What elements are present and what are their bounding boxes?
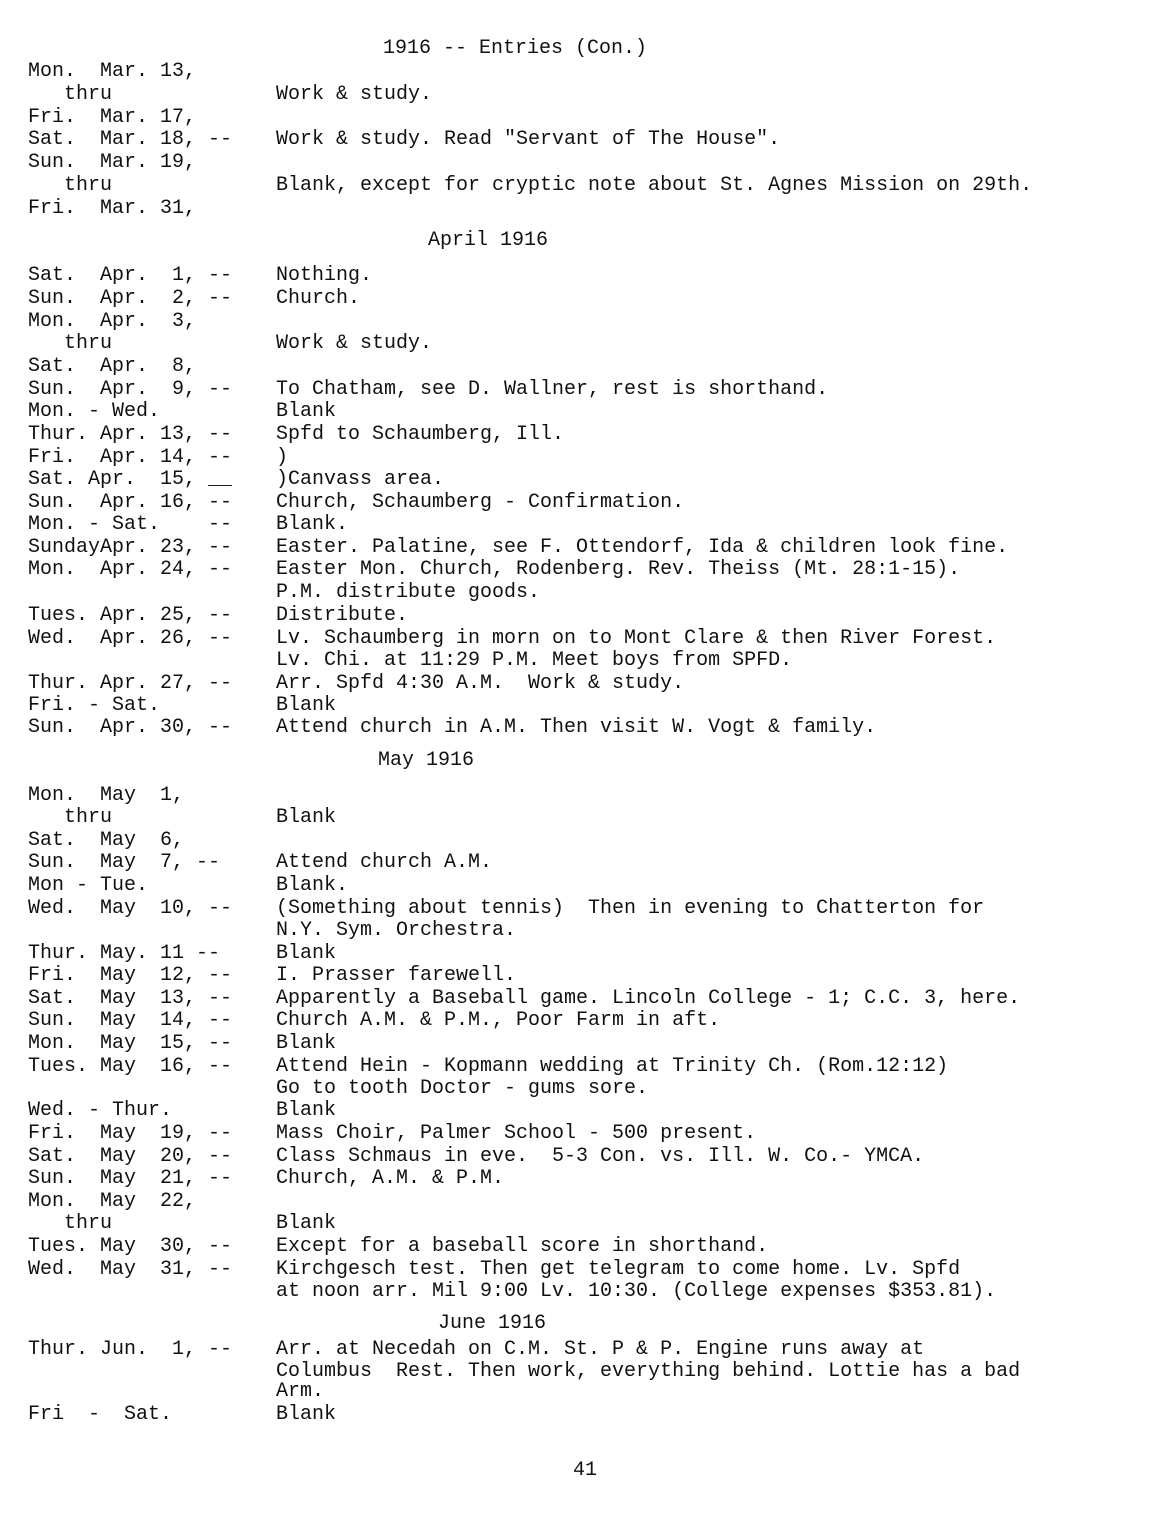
entry-date: Mon. May 22,: [28, 1190, 197, 1213]
entry-date: Fri. - Sat.: [28, 694, 161, 717]
entry-text: Church, A.M. & P.M.: [276, 1167, 505, 1190]
entry-text: P.M. distribute goods.: [276, 581, 541, 604]
entry-text: Arr. at Necedah on C.M. St. P & P. Engine runs away at: [276, 1338, 925, 1361]
entry-text: Blank.: [276, 874, 349, 897]
entry-date: Mon. May 15, --: [28, 1032, 233, 1055]
entry-text: (Something about tennis) Then in evening to Chatterton for: [276, 897, 985, 920]
entry-text: Attend church A.M.: [276, 851, 493, 874]
entry-date: Mon. Apr. 24, --: [28, 558, 233, 581]
entry-text: Class Schmaus in eve. 5-3 Con. vs. Ill. W. Co.- YMCA.: [276, 1145, 925, 1168]
entry-date: Fri. Mar. 31,: [28, 197, 197, 220]
entry-text: Blank: [276, 694, 337, 717]
entry-text: Work & study.: [276, 332, 433, 355]
entry-text: Arm.: [276, 1380, 325, 1403]
entry-date: thru: [28, 174, 113, 197]
entry-text: Easter Mon. Church, Rodenberg. Rev. Theiss (Mt. 28:1-15).: [276, 558, 961, 581]
entry-text: Blank: [276, 1403, 337, 1426]
entry-date: Wed. May 10, --: [28, 897, 233, 920]
entry-date: thru: [28, 332, 113, 355]
entry-date: Sun. Apr. 9, --: [28, 378, 233, 401]
entry-date: Mon. - Wed.: [28, 400, 161, 423]
entry-date: Tues. May 30, --: [28, 1235, 233, 1258]
entry-text: Nothing.: [276, 264, 373, 287]
entry-text: ): [276, 446, 289, 469]
entry-text: at noon arr. Mil 9:00 Lv. 10:30. (College expenses $353.81).: [276, 1280, 997, 1303]
entry-text: Blank.: [276, 513, 349, 536]
entry-date: Mon. - Sat. --: [28, 513, 233, 536]
entry-date: Thur. May. 11 --: [28, 942, 221, 965]
entry-text: Distribute.: [276, 604, 409, 627]
month-heading: April 1916: [428, 229, 549, 252]
entry-date: Thur. Apr. 13, --: [28, 423, 233, 446]
entry-date: SundayApr. 23, --: [28, 536, 233, 559]
entry-text: Church A.M. & P.M., Poor Farm in aft.: [276, 1009, 721, 1032]
entry-text: Spfd to Schaumberg, Ill.: [276, 423, 565, 446]
entry-date: Mon. May 1,: [28, 784, 185, 807]
entry-date: Sat. Mar. 18, --: [28, 128, 233, 151]
entry-date: Tues. Apr. 25, --: [28, 604, 233, 627]
month-heading: May 1916: [378, 749, 475, 772]
entry-date: Mon. Apr. 3,: [28, 310, 197, 333]
entry-date: Sun. May 14, --: [28, 1009, 233, 1032]
entry-text: Attend church in A.M. Then visit W. Vogt & family.: [276, 716, 877, 739]
entry-date: Fri. May 19, --: [28, 1122, 233, 1145]
entry-text: Lv. Chi. at 11:29 P.M. Meet boys from SPFD.: [276, 649, 793, 672]
entry-date: Thur. Apr. 27, --: [28, 672, 233, 695]
entry-text: Easter. Palatine, see F. Ottendorf, Ida & children look fine.: [276, 536, 1009, 559]
entry-date: Mon - Tue.: [28, 874, 149, 897]
entry-text: Go to tooth Doctor - gums sore.: [276, 1077, 649, 1100]
entry-text: Arr. Spfd 4:30 A.M. Work & study.: [276, 672, 685, 695]
entry-text: I. Prasser farewell.: [276, 964, 517, 987]
entry-text: Apparently a Baseball game. Lincoln College - 1; C.C. 3, here.: [276, 987, 1021, 1010]
entry-date: Sat. Apr. 8,: [28, 355, 197, 378]
entry-text: Blank: [276, 1099, 337, 1122]
entry-date: Sat. Apr. 15, __: [28, 468, 233, 491]
entry-text: Church.: [276, 287, 361, 310]
entry-date: Sat. Apr. 1, --: [28, 264, 233, 287]
entry-text: Blank, except for cryptic note about St. Agnes Mission on 29th.: [276, 174, 1033, 197]
entry-date: Wed. May 31, --: [28, 1258, 233, 1281]
entry-date: Sun. Mar. 19,: [28, 151, 197, 174]
entry-date: thru: [28, 1212, 113, 1235]
entry-date: Wed. - Thur.: [28, 1099, 173, 1122]
entry-text: Lv. Schaumberg in morn on to Mont Clare & then River Forest.: [276, 627, 997, 650]
entry-text: Blank: [276, 942, 337, 965]
entry-text: Work & study. Read "Servant of The House".: [276, 128, 781, 151]
entry-date: thru: [28, 83, 113, 106]
entry-date: Sun. Apr. 2, --: [28, 287, 233, 310]
entry-date: Fri - Sat.: [28, 1403, 173, 1426]
entry-text: Mass Choir, Palmer School - 500 present.: [276, 1122, 757, 1145]
entry-text: Blank: [276, 1212, 337, 1235]
entry-date: Sun. Apr. 16, --: [28, 491, 233, 514]
entry-date: Wed. Apr. 26, --: [28, 627, 233, 650]
entry-text: Kirchgesch test. Then get telegram to come home. Lv. Spfd: [276, 1258, 961, 1281]
entry-text: Work & study.: [276, 83, 433, 106]
entry-date: Thur. Jun. 1, --: [28, 1338, 233, 1361]
entry-text: Blank: [276, 400, 337, 423]
entry-text: Attend Hein - Kopmann wedding at Trinity Ch. (Rom.12:12): [276, 1055, 949, 1078]
entry-date: Sun. May 7, --: [28, 851, 221, 874]
entry-text: To Chatham, see D. Wallner, rest is shorthand.: [276, 378, 829, 401]
entry-date: Tues. May 16, --: [28, 1055, 233, 1078]
entry-date: thru: [28, 806, 113, 829]
page-number: 41: [573, 1459, 598, 1482]
entry-date: Fri. Mar. 17,: [28, 106, 197, 129]
entry-date: Fri. May 12, --: [28, 964, 233, 987]
entry-date: Sat. May 13, --: [28, 987, 233, 1010]
entry-date: Sat. May 20, --: [28, 1145, 233, 1168]
entry-text: Columbus Rest. Then work, everything behind. Lottie has a bad: [276, 1360, 1021, 1383]
entry-text: Blank: [276, 806, 337, 829]
entry-text: N.Y. Sym. Orchestra.: [276, 919, 517, 942]
entry-date: Fri. Apr. 14, --: [28, 446, 233, 469]
entry-text: Church, Schaumberg - Confirmation.: [276, 491, 685, 514]
entry-date: Sun. May 21, --: [28, 1167, 233, 1190]
entry-date: Sun. Apr. 30, --: [28, 716, 233, 739]
entry-date: Mon. Mar. 13,: [28, 60, 197, 83]
month-heading: June 1916: [438, 1312, 547, 1335]
entry-date: Sat. May 6,: [28, 829, 185, 852]
page-title: 1916 -- Entries (Con.): [383, 37, 648, 60]
entry-text: Blank: [276, 1032, 337, 1055]
entry-text: )Canvass area.: [276, 468, 445, 491]
entry-text: Except for a baseball score in shorthand.: [276, 1235, 769, 1258]
